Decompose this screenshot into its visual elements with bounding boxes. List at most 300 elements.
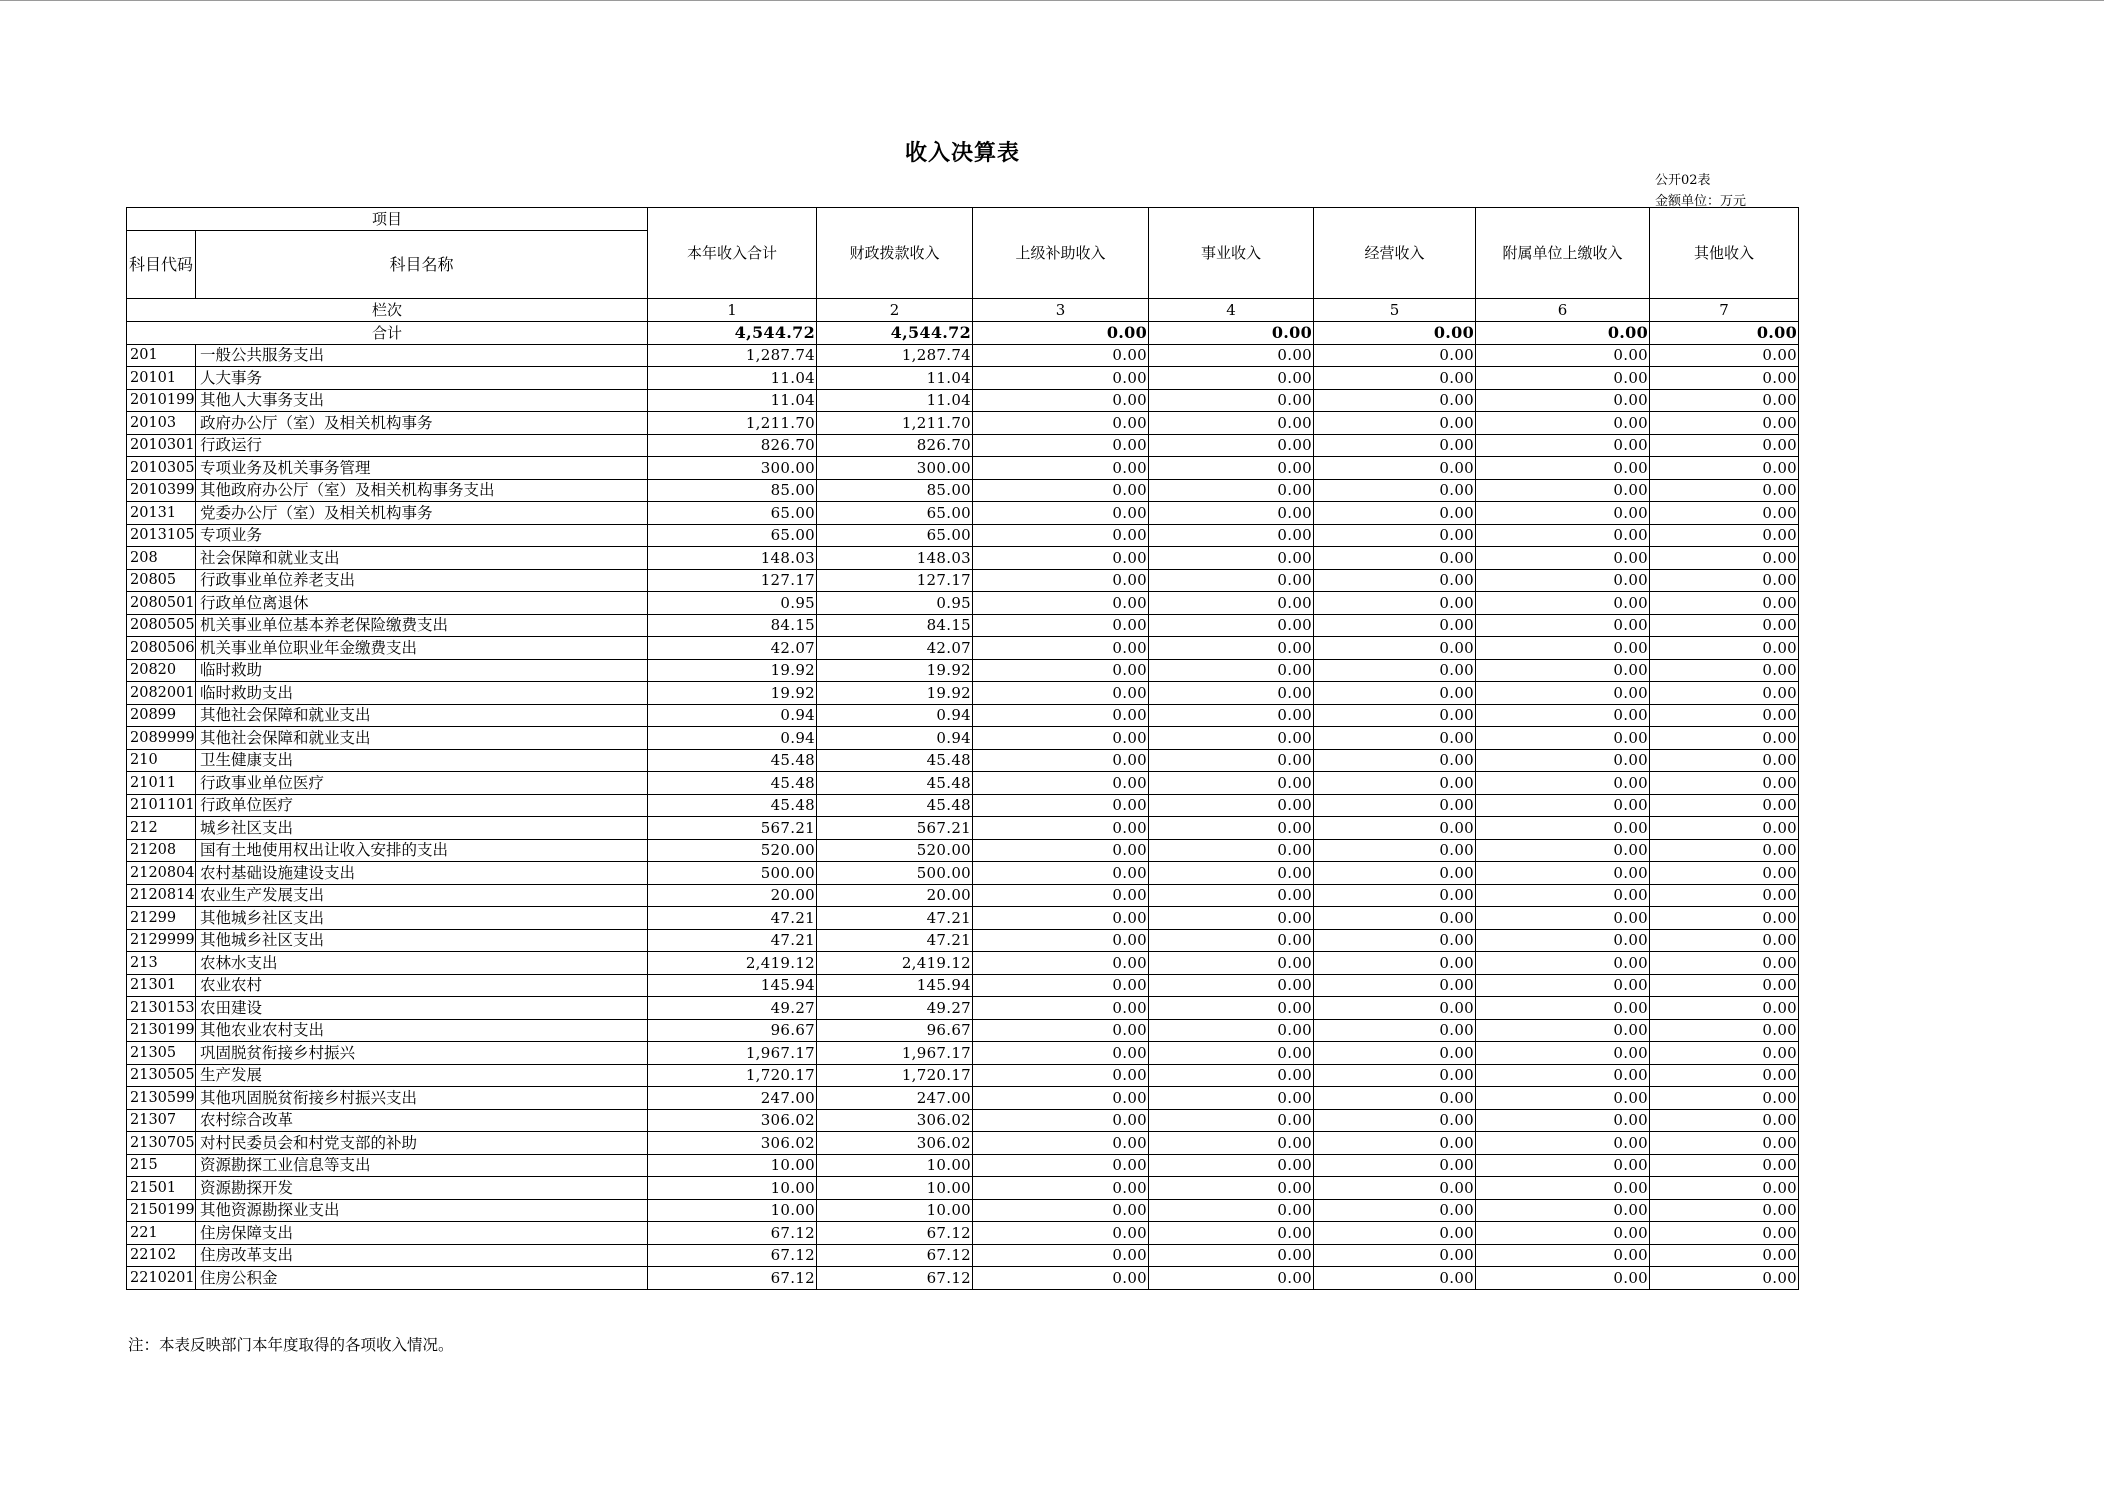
amount-cell: 0.00 [1149,1087,1314,1110]
amount-cell: 0.00 [1314,1087,1476,1110]
subject-name: 其他人大事务支出 [196,389,648,412]
table-row [127,1042,1799,1065]
amount-cell: 0.00 [973,839,1149,862]
subject-code: 2101101 [127,794,196,817]
subject-code: 20131 [127,502,196,525]
amount-cell: 0.00 [1314,974,1476,997]
column-index-2: 2 [817,299,973,322]
amount-cell: 84.15 [817,614,973,637]
total-value: 4,544.72 [648,322,817,345]
column-index-6: 6 [1476,299,1650,322]
header-col-3: 上级补助收入 [973,208,1149,299]
column-index-4: 4 [1149,299,1314,322]
total-value: 0.00 [1476,322,1650,345]
amount-cell: 0.00 [1650,659,1799,682]
amount-cell: 0.00 [973,727,1149,750]
amount-cell: 0.00 [973,479,1149,502]
amount-cell: 306.02 [817,1109,973,1132]
subject-name: 行政事业单位养老支出 [196,569,648,592]
subject-code: 215 [127,1154,196,1177]
subject-code: 20805 [127,569,196,592]
amount-cell: 0.00 [973,344,1149,367]
subject-name: 专项业务 [196,524,648,547]
table-row [127,952,1799,975]
amount-cell: 500.00 [648,862,817,885]
amount-cell: 0.00 [1650,592,1799,615]
amount-cell: 0.00 [1314,1199,1476,1222]
subject-code: 20820 [127,659,196,682]
subject-code: 2150199 [127,1199,196,1222]
header-col-1: 本年收入合计 [648,208,817,299]
amount-cell: 0.00 [1314,839,1476,862]
subject-code: 2080501 [127,592,196,615]
amount-cell: 148.03 [817,547,973,570]
subject-name: 机关事业单位基本养老保险缴费支出 [196,614,648,637]
amount-cell: 96.67 [817,1019,973,1042]
amount-cell: 0.00 [1650,952,1799,975]
subject-code: 21208 [127,839,196,862]
amount-cell: 45.48 [817,772,973,795]
amount-cell: 0.00 [1314,727,1476,750]
amount-cell: 0.00 [1314,412,1476,435]
table-row [127,1267,1799,1290]
subject-code: 22102 [127,1244,196,1267]
amount-cell: 0.00 [1314,479,1476,502]
amount-cell: 300.00 [648,457,817,480]
amount-cell: 0.00 [1650,412,1799,435]
amount-cell: 0.00 [1314,637,1476,660]
amount-cell: 0.00 [973,862,1149,885]
amount-cell: 0.00 [1476,704,1650,727]
amount-cell: 49.27 [817,997,973,1020]
amount-cell: 0.00 [1650,1064,1799,1087]
subject-name: 临时救助支出 [196,682,648,705]
table-row [127,817,1799,840]
amount-cell: 0.00 [1650,547,1799,570]
subject-name: 住房改革支出 [196,1244,648,1267]
table-row [127,1019,1799,1042]
amount-cell: 0.00 [1314,344,1476,367]
amount-cell: 19.92 [648,659,817,682]
amount-cell: 0.00 [1149,569,1314,592]
table-row [127,569,1799,592]
amount-cell: 0.00 [1149,884,1314,907]
amount-cell: 0.00 [1314,884,1476,907]
amount-cell: 0.94 [648,704,817,727]
amount-cell: 0.00 [1314,794,1476,817]
amount-cell: 0.00 [1476,1267,1650,1290]
amount-cell: 0.00 [1149,929,1314,952]
subject-code: 2010399 [127,479,196,502]
subject-name: 行政运行 [196,434,648,457]
amount-cell: 0.00 [973,974,1149,997]
subject-code: 208 [127,547,196,570]
subject-name: 农林水支出 [196,952,648,975]
subject-code: 2210201 [127,1267,196,1290]
subject-name: 其他巩固脱贫衔接乡村振兴支出 [196,1087,648,1110]
subject-code: 2082001 [127,682,196,705]
amount-cell: 0.00 [1476,884,1650,907]
total-value: 0.00 [973,322,1149,345]
table-row [127,772,1799,795]
footnote: 注：本表反映部门本年度取得的各项收入情况。 [128,1336,454,1354]
amount-cell: 0.00 [1650,817,1799,840]
amount-cell: 0.00 [1476,817,1650,840]
table-row [127,839,1799,862]
subject-name: 住房公积金 [196,1267,648,1290]
table-row [127,434,1799,457]
subject-name: 其他城乡社区支出 [196,907,648,930]
amount-cell: 0.00 [1149,952,1314,975]
amount-cell: 0.00 [973,1154,1149,1177]
amount-cell: 0.00 [1476,614,1650,637]
amount-cell: 300.00 [817,457,973,480]
amount-cell: 1,211.70 [817,412,973,435]
amount-cell: 0.00 [973,524,1149,547]
amount-cell: 0.00 [1149,862,1314,885]
table-row [127,637,1799,660]
amount-cell: 0.00 [1314,817,1476,840]
amount-cell: 0.00 [1314,1132,1476,1155]
amount-cell: 145.94 [817,974,973,997]
table-row [127,727,1799,750]
amount-cell: 0.00 [973,817,1149,840]
subject-name: 其他政府办公厅（室）及相关机构事务支出 [196,479,648,502]
amount-cell: 0.00 [1650,682,1799,705]
subject-name: 行政单位离退休 [196,592,648,615]
table-row [127,1177,1799,1200]
amount-cell: 0.00 [1476,862,1650,885]
total-value: 4,544.72 [817,322,973,345]
subject-name: 政府办公厅（室）及相关机构事务 [196,412,648,435]
subject-code: 20101 [127,367,196,390]
amount-cell: 0.00 [1650,389,1799,412]
amount-cell: 520.00 [648,839,817,862]
subject-name: 社会保障和就业支出 [196,547,648,570]
table-row [127,1154,1799,1177]
amount-cell: 0.00 [1149,727,1314,750]
amount-cell: 65.00 [817,524,973,547]
amount-cell: 0.00 [973,1132,1149,1155]
amount-cell: 19.92 [817,682,973,705]
amount-cell: 67.12 [817,1244,973,1267]
amount-cell: 0.00 [973,1244,1149,1267]
amount-cell: 1,720.17 [648,1064,817,1087]
total-label: 合计 [127,322,648,345]
amount-cell: 0.00 [1476,389,1650,412]
amount-cell: 0.00 [1314,862,1476,885]
total-value: 0.00 [1650,322,1799,345]
amount-cell: 567.21 [817,817,973,840]
amount-cell: 19.92 [817,659,973,682]
subject-name: 农村基础设施建设支出 [196,862,648,885]
amount-cell: 42.07 [817,637,973,660]
amount-cell: 306.02 [817,1132,973,1155]
amount-cell: 0.00 [1476,1154,1650,1177]
total-value: 0.00 [1314,322,1476,345]
amount-cell: 247.00 [817,1087,973,1110]
amount-cell: 0.00 [1650,479,1799,502]
amount-cell: 0.00 [1314,614,1476,637]
subject-code: 2130153 [127,997,196,1020]
amount-cell: 0.00 [1650,367,1799,390]
amount-cell: 0.00 [1476,682,1650,705]
amount-cell: 0.00 [1149,1042,1314,1065]
subject-name: 生产发展 [196,1064,648,1087]
amount-cell: 0.00 [1650,997,1799,1020]
table-row [127,907,1799,930]
amount-cell: 0.00 [1149,1132,1314,1155]
table-row [127,1109,1799,1132]
column-index-5: 5 [1314,299,1476,322]
table-row [127,1199,1799,1222]
amount-cell: 0.00 [1149,749,1314,772]
amount-cell: 0.00 [973,749,1149,772]
amount-cell: 11.04 [648,367,817,390]
subject-name: 农田建设 [196,997,648,1020]
table-row [127,524,1799,547]
table-row [127,1132,1799,1155]
amount-cell: 0.00 [1650,434,1799,457]
amount-cell: 0.00 [1149,637,1314,660]
amount-cell: 0.00 [1149,772,1314,795]
amount-cell: 0.00 [1149,412,1314,435]
amount-cell: 85.00 [817,479,973,502]
subject-name: 其他社会保障和就业支出 [196,704,648,727]
amount-cell: 0.00 [1650,884,1799,907]
amount-cell: 11.04 [817,367,973,390]
subject-name: 农业农村 [196,974,648,997]
amount-cell: 0.00 [1314,524,1476,547]
amount-cell: 520.00 [817,839,973,862]
amount-cell: 0.00 [1476,794,1650,817]
amount-cell: 0.00 [1314,952,1476,975]
amount-cell: 42.07 [648,637,817,660]
amount-cell: 47.21 [648,907,817,930]
subject-name: 其他城乡社区支出 [196,929,648,952]
amount-cell: 0.00 [1650,839,1799,862]
table-row [127,1064,1799,1087]
amount-cell: 47.21 [817,929,973,952]
amount-cell: 0.00 [973,367,1149,390]
table-row [127,344,1799,367]
subject-code: 2120804 [127,862,196,885]
amount-cell: 0.00 [1149,659,1314,682]
table-row [127,547,1799,570]
table-row [127,862,1799,885]
amount-cell: 10.00 [817,1199,973,1222]
amount-cell: 0.00 [1476,1109,1650,1132]
page-title: 收入决算表 [904,141,1020,166]
amount-cell: 0.00 [1314,1064,1476,1087]
amount-cell: 0.00 [1650,1042,1799,1065]
amount-cell: 0.00 [1149,682,1314,705]
table-row [127,794,1799,817]
table-row [127,1244,1799,1267]
amount-cell: 19.92 [648,682,817,705]
amount-cell: 0.00 [1650,1199,1799,1222]
amount-cell: 0.00 [973,1087,1149,1110]
amount-cell: 67.12 [648,1267,817,1290]
amount-cell: 20.00 [817,884,973,907]
subject-name: 其他农业农村支出 [196,1019,648,1042]
amount-cell: 0.00 [1149,434,1314,457]
amount-cell: 0.00 [973,929,1149,952]
amount-cell: 0.00 [1650,727,1799,750]
amount-cell: 0.94 [817,704,973,727]
amount-cell: 67.12 [648,1244,817,1267]
amount-cell: 65.00 [817,502,973,525]
amount-cell: 0.00 [1476,1132,1650,1155]
amount-cell: 0.00 [1149,1199,1314,1222]
amount-cell: 0.00 [1476,547,1650,570]
amount-cell: 0.00 [1149,1064,1314,1087]
amount-cell: 0.00 [1314,1222,1476,1245]
amount-cell: 0.00 [1149,524,1314,547]
subject-name: 临时救助 [196,659,648,682]
amount-cell: 0.00 [973,1064,1149,1087]
amount-cell: 0.00 [1149,1177,1314,1200]
amount-cell: 0.00 [1650,704,1799,727]
column-index-label: 栏次 [127,299,648,322]
amount-cell: 0.00 [1149,1267,1314,1290]
subject-code: 2089999 [127,727,196,750]
subject-name: 资源勘探工业信息等支出 [196,1154,648,1177]
subject-code: 2010199 [127,389,196,412]
header-name: 科目名称 [196,231,648,299]
amount-cell: 0.00 [1476,637,1650,660]
subject-name: 国有土地使用权出让收入安排的支出 [196,839,648,862]
amount-cell: 0.00 [1476,907,1650,930]
amount-cell: 11.04 [648,389,817,412]
amount-cell: 0.00 [1314,659,1476,682]
amount-cell: 0.00 [1314,929,1476,952]
amount-cell: 0.00 [1314,547,1476,570]
amount-cell: 0.00 [1650,614,1799,637]
amount-cell: 0.00 [1149,1154,1314,1177]
amount-cell: 0.00 [1650,1154,1799,1177]
amount-cell: 0.00 [973,704,1149,727]
amount-cell: 0.00 [1476,772,1650,795]
amount-cell: 45.48 [648,794,817,817]
amount-cell: 0.00 [1149,1222,1314,1245]
amount-cell: 45.48 [817,749,973,772]
amount-cell: 145.94 [648,974,817,997]
table-row [127,974,1799,997]
table-row [127,367,1799,390]
amount-cell: 0.00 [1650,1109,1799,1132]
table-row [127,997,1799,1020]
subject-code: 21501 [127,1177,196,1200]
amount-cell: 0.00 [973,1222,1149,1245]
amount-cell: 0.00 [1650,794,1799,817]
amount-cell: 567.21 [648,817,817,840]
amount-cell: 67.12 [817,1222,973,1245]
amount-cell: 10.00 [817,1177,973,1200]
amount-cell: 0.00 [1476,1087,1650,1110]
subject-code: 2130199 [127,1019,196,1042]
header-code: 科目代码 [127,231,196,299]
amount-cell: 0.00 [1476,727,1650,750]
amount-cell: 0.00 [1650,502,1799,525]
amount-cell: 0.00 [973,884,1149,907]
amount-cell: 0.00 [1314,1042,1476,1065]
amount-cell: 0.00 [1476,434,1650,457]
total-row [127,322,1799,345]
amount-cell: 0.00 [1476,592,1650,615]
amount-cell: 0.00 [973,614,1149,637]
subject-code: 210 [127,749,196,772]
amount-cell: 67.12 [817,1267,973,1290]
subject-code: 2130505 [127,1064,196,1087]
amount-cell: 127.17 [648,569,817,592]
amount-cell: 0.00 [1476,524,1650,547]
amount-cell: 85.00 [648,479,817,502]
table-row [127,884,1799,907]
amount-cell: 0.00 [973,592,1149,615]
column-index-3: 3 [973,299,1149,322]
amount-cell: 0.95 [648,592,817,615]
amount-cell: 0.00 [1650,772,1799,795]
amount-cell: 0.00 [1476,929,1650,952]
amount-cell: 10.00 [648,1199,817,1222]
amount-cell: 0.00 [1314,569,1476,592]
amount-cell: 1,287.74 [648,344,817,367]
amount-cell: 306.02 [648,1109,817,1132]
subject-code: 201 [127,344,196,367]
amount-cell: 0.00 [973,772,1149,795]
amount-cell: 0.00 [973,952,1149,975]
amount-cell: 0.00 [1314,772,1476,795]
subject-name: 巩固脱贫衔接乡村振兴 [196,1042,648,1065]
amount-cell: 826.70 [648,434,817,457]
amount-cell: 0.00 [1476,839,1650,862]
amount-cell: 0.00 [1314,389,1476,412]
top-border-line [0,0,2104,1]
amount-cell: 0.00 [973,637,1149,660]
header-col-2: 财政拨款收入 [817,208,973,299]
amount-cell: 0.94 [648,727,817,750]
amount-cell: 0.00 [1314,704,1476,727]
amount-cell: 0.00 [1149,502,1314,525]
amount-cell: 148.03 [648,547,817,570]
amount-cell: 2,419.12 [648,952,817,975]
amount-cell: 0.00 [973,547,1149,570]
amount-cell: 0.00 [1149,817,1314,840]
amount-cell: 0.00 [1650,1132,1799,1155]
amount-cell: 0.00 [1650,974,1799,997]
amount-cell: 0.00 [1476,952,1650,975]
amount-cell: 0.00 [1149,907,1314,930]
amount-cell: 0.00 [1314,1109,1476,1132]
amount-cell: 0.00 [1476,569,1650,592]
amount-cell: 0.00 [1314,749,1476,772]
subject-code: 21305 [127,1042,196,1065]
amount-cell: 1,287.74 [817,344,973,367]
amount-cell: 0.00 [1314,1154,1476,1177]
amount-cell: 0.00 [1314,1244,1476,1267]
subject-code: 213 [127,952,196,975]
amount-cell: 0.00 [1149,479,1314,502]
subject-name: 行政单位医疗 [196,794,648,817]
amount-cell: 0.00 [1149,547,1314,570]
subject-name: 卫生健康支出 [196,749,648,772]
amount-cell: 0.00 [973,907,1149,930]
subject-code: 20103 [127,412,196,435]
amount-cell: 0.00 [973,659,1149,682]
amount-cell: 0.00 [1650,1087,1799,1110]
amount-cell: 0.00 [1476,479,1650,502]
